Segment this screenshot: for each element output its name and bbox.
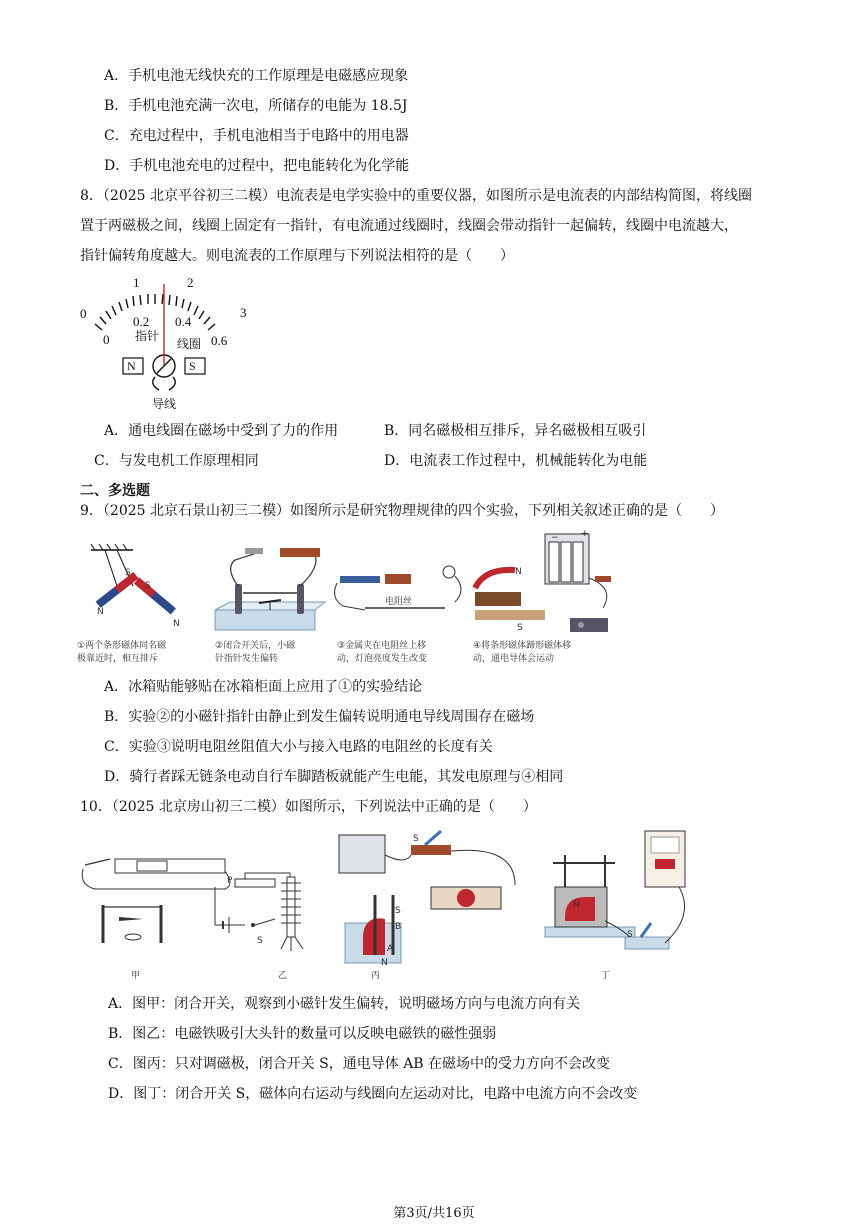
outer-tick-0: 0: [80, 306, 87, 321]
rheostat-p-label: P: [227, 876, 233, 886]
exp2-caption-line-2: 针指针发生偏转: [215, 654, 279, 664]
exp2-oersted: [215, 548, 325, 630]
q8-stem-line-1: 8．（2025 北京平谷初三二模）电流表是电学实验中的重要仪器，如图所示是电流表的内部结构简图，将线圈: [80, 188, 752, 204]
exp4-s-label: S: [517, 623, 523, 633]
q8-stem-line-3: 指针偏转角度越大。则电流表的工作原理与下列说法相符的是（ ）: [80, 248, 514, 264]
wire-label: 导线: [152, 397, 177, 411]
exp4-n-label: N: [515, 567, 522, 577]
fig-bing-n-label: N: [381, 958, 388, 968]
q7-option-c: C．充电过程中，手机电池相当于电路中的用电器: [104, 128, 409, 144]
inner-tick-0-4: 0.4: [175, 314, 192, 329]
q10-option-b: B．图乙：电磁铁吸引大头针的数量可以反映电磁铁的磁性强弱: [108, 1026, 497, 1042]
fig-bing-s-label: S: [395, 906, 401, 916]
inner-tick-0-2: 0.2: [133, 314, 150, 329]
fig-label-bing: 丙: [371, 971, 381, 981]
q8-option-b: B．同名磁极相互排斥，异名磁极相互吸引: [384, 423, 647, 439]
fig-bing: [339, 831, 515, 981]
q8-option-d: D．电流表工作过程中，机械能转化为电能: [384, 453, 648, 469]
page-footer: 第3页/共16页: [393, 1206, 475, 1221]
exp3-resistance-wire: [335, 566, 461, 610]
fig-jia: [82, 859, 230, 981]
fig-bing-a-label: A: [387, 944, 394, 954]
exp4-motor: [475, 529, 611, 633]
inner-tick-0: 0: [103, 332, 110, 347]
exp4-caption-line-2: 动，通电导体会运动: [473, 654, 555, 664]
outer-tick-1: 1: [133, 275, 140, 290]
q9-experiments-figure: [75, 528, 630, 668]
fig-ding: [545, 831, 685, 981]
q10-figures: [75, 825, 695, 985]
q7-option-d: D．手机电池充电的过程中，把电能转化为化学能: [104, 158, 410, 174]
exp1-n-label: N: [97, 607, 104, 617]
outer-tick-3: 3: [240, 305, 247, 320]
q8-option-c: C．与发电机工作原理相同: [94, 453, 259, 469]
q10-option-a: A．图甲：闭合开关，观察到小磁针发生偏转，说明磁场方向与电流方向有关: [108, 996, 581, 1012]
resistance-wire-label: 电阻丝: [385, 597, 413, 607]
ammeter-diagram: [75, 272, 260, 412]
exp1-bar-magnets: [91, 544, 180, 629]
exp3-caption-line-1: ③金属夹在电阻丝上移: [337, 641, 427, 651]
battery-minus: −: [551, 533, 559, 543]
switch-s-label-yi: S: [257, 936, 263, 946]
switch-s-label-ding: S: [627, 930, 633, 940]
q8-option-a: A．通电线圈在磁场中受到了力的作用: [104, 423, 339, 439]
q7-option-b: B．手机电池充满一次电，所储存的电能为 18.5J: [104, 98, 408, 114]
q9-option-b: B．实验②的小磁针指针由静止到发生偏转说明通电导线周围存在磁场: [104, 709, 535, 725]
outer-tick-2: 2: [187, 275, 194, 290]
exp1-n-label-2: N: [173, 619, 180, 629]
q9-option-a: A．冰箱贴能够贴在冰箱柜面上应用了①的实验结论: [104, 679, 423, 695]
exp2-caption-line-1: ②闭合开关后，小磁: [215, 641, 296, 651]
q9-stem: 9．（2025 北京石景山初三二模）如图所示是研究物理规律的四个实验，下列相关叙述正确的是（ ）: [80, 503, 724, 519]
q9-option-d: D．骑行者踩无链条电动自行车脚踏板就能产生电能，其发电原理与④相同: [104, 769, 564, 785]
fig-yi: [215, 873, 303, 981]
battery-plus: +: [581, 529, 589, 539]
q10-option-d: D．图丁：闭合开关 S，磁体向右运动与线圈向左运动对比，电路中电流方向不会改变: [108, 1086, 638, 1102]
q10-stem: 10．（2025 北京房山初三二模）如图所示，下列说法中正确的是（ ）: [80, 799, 537, 815]
exp4-caption-line-1: ④将条形磁体蹄形磁体移: [473, 641, 572, 651]
fig-label-jia: 甲: [131, 971, 141, 981]
fig-label-yi: 乙: [278, 971, 288, 981]
coil-label: 线圈: [177, 337, 202, 351]
exp1-caption-line-1: ①两个条形磁体同名磁: [77, 641, 167, 651]
section-title-multiple-choice: 二、多选题: [80, 483, 150, 499]
inner-tick-0-6: 0.6: [211, 333, 228, 348]
south-pole-label: S: [189, 359, 196, 373]
exp1-caption-line-2: 极靠近时，相互排斥: [77, 654, 159, 664]
north-pole-label: N: [127, 359, 136, 373]
pointer-label: 指针: [135, 329, 160, 343]
q8-stem-line-2: 置于两磁极之间，线圈上固定有一指针，有电流通过线圈时，线圈会带动指针一起偏转，线圈中电流越大，: [80, 218, 738, 234]
fig-ding-n-label: N: [573, 900, 580, 910]
q7-option-a: A．手机电池无线快充的工作原理是电磁感应现象: [104, 68, 409, 84]
exp1-s-label: S: [125, 568, 131, 578]
exp3-caption-line-2: 动，灯泡亮度发生改变: [337, 654, 428, 664]
q10-option-c: C．图丙：只对调磁极，闭合开关 S，通电导体 AB 在磁场中的受力方向不会改变: [108, 1056, 611, 1072]
fig-label-ding: 丁: [601, 971, 611, 981]
q9-option-c: C．实验③说明电阻丝阻值大小与接入电路的电阻丝的长度有关: [104, 739, 493, 755]
switch-s-label-bing: S: [413, 834, 419, 844]
fig-bing-b-label: B: [395, 922, 402, 932]
exp1-s-label-2: S: [145, 581, 151, 591]
